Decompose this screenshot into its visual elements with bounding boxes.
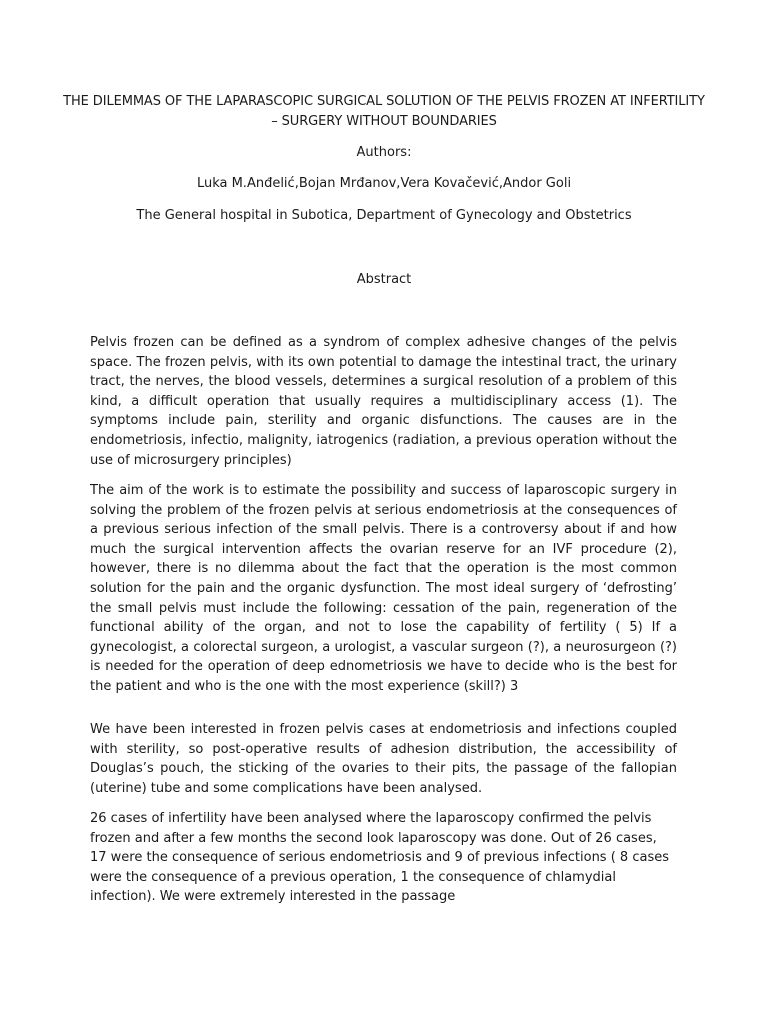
document-title: THE DILEMMAS OF THE LAPARASCOPIC SURGICAL SOLUTION OF THE PELVIS FROZEN AT INFERTILITY – SURGERY WITHOUT BOUNDARIES bbox=[63, 94, 705, 129]
authors-label: Authors: bbox=[356, 145, 412, 160]
abstract-paragraph-1: Pelvis frozen can be defined as a syndrom of complex adhesive changes of the pelvis space. The frozen pelvis, with its own potential to damage the intestinal tract, the urinary tract, the nerves, the blood vessels, determines a surgical resolution of a problem of this kind, a difficult operation that usually requires a multidisciplinary access (1). The symptoms include pain, sterility and organic disfunctions. The causes are in the endometriosis, infectio, malignity, iatrogenics (radiation, a previous operation without the use of microsurgery principles) bbox=[90, 335, 677, 468]
abstract-paragraph-3: We have been interested in frozen pelvis cases at endometriosis and infections coupled with sterility, so post-operative results of adhesion distribution, the accessibility of Douglas’s pouch, the sticking of the ovaries to their pits, the passage of the fallopian (uterine) tube and some complications have been analysed. bbox=[90, 722, 677, 796]
authors-names: Luka M.Anđelić,Bojan Mrđanov,Vera Kovačević,Andor Goli bbox=[196, 176, 572, 191]
abstract-paragraph-4: 26 cases of infertility have been analysed where the laparoscopy confirmed the pelvis frozen and after a few months the second look laparoscopy was done. Out of 26 cases, 17 were the consequence of serious endometriosis and 9 of previous infections ( 8 cases were the consequence of a previous operation, 1 the consequence of chlamydial infection). We were extremely interested in the passage bbox=[90, 811, 669, 905]
abstract-heading: Abstract bbox=[356, 272, 412, 287]
affiliation: The General hospital in Subotica, Department of Gynecology and Obstetrics bbox=[136, 208, 632, 223]
abstract-paragraph-2: The aim of the work is to estimate the possibility and success of laparoscopic surgery in solving the problem of the frozen pelvis at serious endometriosis at the consequences of a previous serious infection of the small pelvis. There is a controversy about if and how much the surgical intervention affects the ovarian reserve for an IVF procedure (2), however, there is no dilemma about the fact that the operation is the most common solution for the pain and the organic dysfunction. The most ideal surgery of ‘defrosting’ the small pelvis must include the following: cessation of the pain, regeneration of the functional ability of the organ, and not to lose the capability of fertility ( 5) If a gynecologist, a colorectal surgeon, a urologist, a vascular surgeon (?), a neurosurgeon (?) is needed for the operation of deep ednometriosis we have to decide who is the best for the patient and who is the one with the most experience (skill?) 3 bbox=[90, 483, 677, 694]
